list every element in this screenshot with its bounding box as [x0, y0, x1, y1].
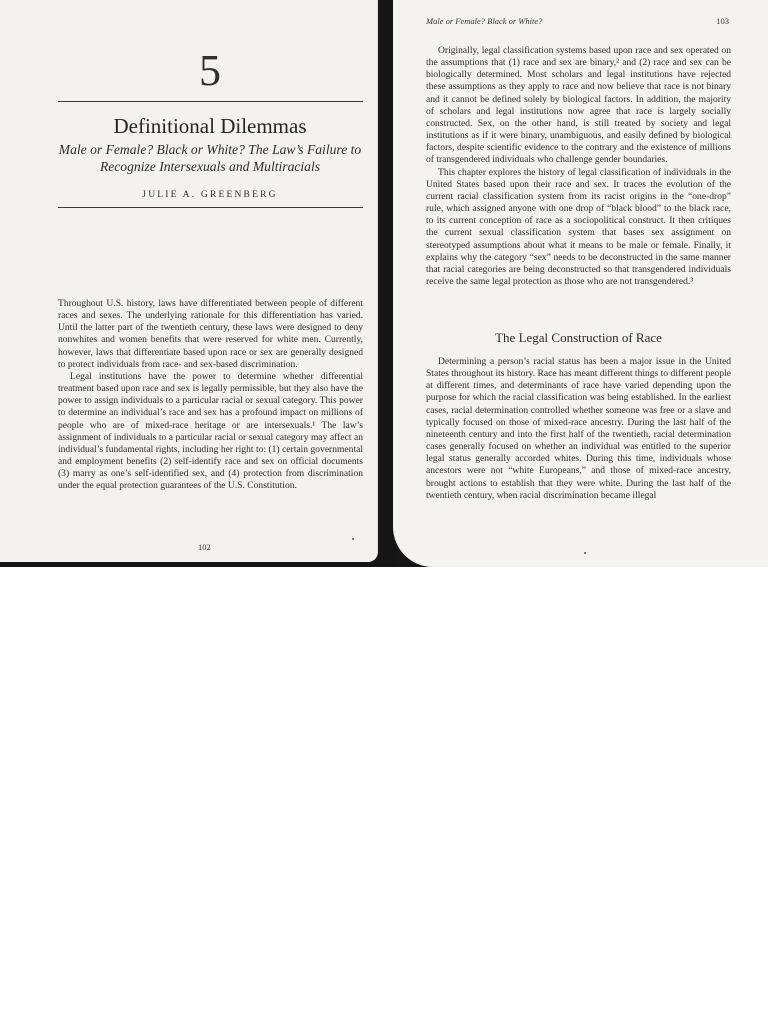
right-page-body-bottom — [426, 356, 731, 502]
left-page-body — [58, 298, 363, 493]
paragraph: Throughout U.S. history, laws have differentiated between people of different races and sexes. The underlying rationale for this differentiation has varied. Until the latter part of the twentieth century, these laws were designed to deny nonwhites and women benefits that were reserved for white men. Currently, however, laws that differentiate based upon race or sex are generally designed to protect individuals from race- and sex-based discrimination. — [58, 298, 363, 370]
chapter-number: 5 — [199, 46, 221, 95]
chapter-title: Definitional Dilemmas — [113, 114, 307, 138]
scan-speck — [352, 538, 354, 540]
section-heading: The Legal Construction of Race — [495, 330, 662, 345]
chapter-author: JULIE A. GREENBERG — [142, 190, 278, 200]
chapter-subtitle: Male or Female? Black or White? The Law’s Failure to Recognize Intersexuals and Multiracials — [58, 142, 362, 174]
paragraph: Legal institutions have the power to determine whether differential treatment based upon race and sex is legally permissible, but they also have the power to assign individuals to a particular racial or sexual category. This power to determine an individual’s race and sex has a profound impact on millions of people who are of mixed-race heritage or are intersexuals.¹ The law’s assignment of individuals to a particular racial or sexual category may affect an individual’s fundamental rights, including her right to: (1) certain governmental and employment benefits (2) self-identify race and sex on official documents (3) marry as one’s self-identified sex, and (4) protection from discrimination under the equal protection guarantees of the U.S. Constitution. — [58, 370, 363, 492]
paragraph: This chapter explores the history of legal classification of individuals in the United States based upon their race and sex. It traces the evolution of the current racial classification system from its racist origins in the “one-drop” rule, which assigned anyone with one drop of “black blood” to the black race, to its current conception of race as a sociopolitical construct. It then critiques the current sexual classification system that bases sex assignment on stereotyped assumptions about what it means to be male or female. Finally, it explains why the category “sex” needs to be deconstructed in the same manner that racial categories are being deconstructed so that transgendered individuals receive the same legal protection as those who are not transgendered.³ — [426, 166, 731, 287]
running-head-title: Male or Female? Black or White? — [426, 16, 543, 26]
right-page-body-top — [426, 45, 731, 288]
title-rule-bottom — [58, 207, 363, 208]
title-rule-top — [58, 101, 363, 102]
page-number-left: 102 — [198, 542, 211, 552]
paragraph: Originally, legal classification systems based upon race and sex operated on the assumptions that (1) race and sex are binary,² and (2) race and sex can be biologically determined. Most scholars and legal institutions have rejected these assumptions as they apply to race and now believe that race is not binary and it cannot be defined solely by biological factors. In addition, the majority of scholars and legal institutions now agree that race is largely socially constructed. Sex, on the other hand, is still treated by society and legal institutions as if it were binary, unambiguous, and easily defined by biological factors, despite scientific evidence to the contrary and the existence of millions of transgendered individuals who challenge gender boundaries. — [426, 45, 731, 166]
paragraph: Determining a person’s racial status has been a major issue in the United States throughout its history. Race has meant different things to different people at different times, and determinants of race have varied depending upon the purpose for which the racial classification was being established. In the earliest cases, racial determination controlled whether someone was free or a slave and typically focused on those of mixed-race ancestry. During the last half of the nineteenth century and into the first half of the twentieth, racial determination cases generally focused on whether an individual was entitled to the superior legal status generally accorded whites. During this time, individuals whose ancestors were not “white Europeans,” and those of mixed-race ancestry, brought actions to establish that they were white. During the last half of the twentieth century, when racial discrimination became illegal — [426, 356, 731, 501]
page-number-right: 103 — [716, 16, 729, 26]
scan-speck — [584, 552, 586, 554]
